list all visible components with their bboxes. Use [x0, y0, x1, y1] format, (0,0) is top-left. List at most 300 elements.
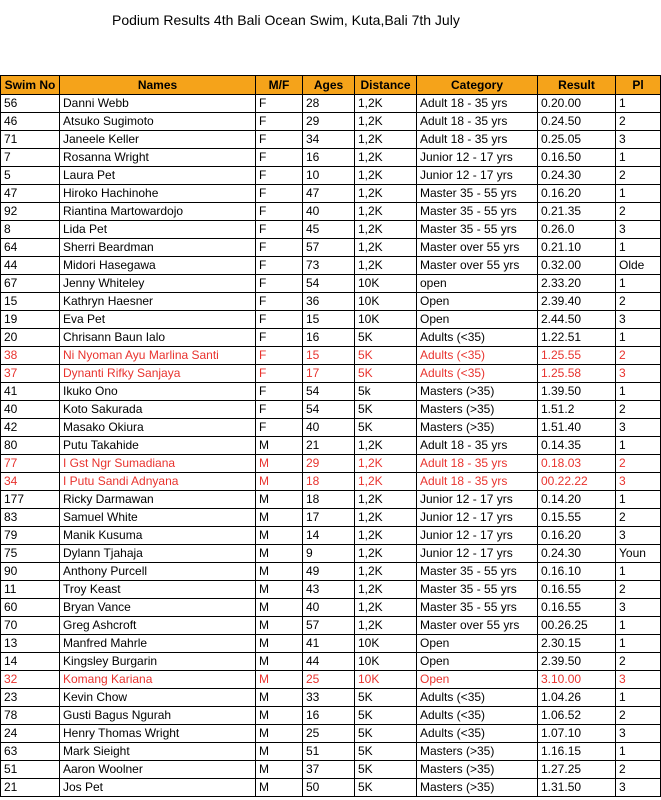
age-cell: 37	[303, 761, 355, 779]
name-cell: Aaron Woolner	[60, 761, 256, 779]
category-cell: Master over 55 yrs	[417, 239, 538, 257]
result-cell: 0.24.30	[538, 167, 616, 185]
distance-cell: 5K	[355, 779, 417, 797]
table-row	[1, 455, 661, 473]
distance-cell: 1,2K	[355, 437, 417, 455]
gender-cell: M	[256, 527, 303, 545]
name-cell: Ikuko Ono	[60, 383, 256, 401]
distance-cell: 1,2K	[355, 545, 417, 563]
category-cell: Masters (>35)	[417, 743, 538, 761]
table-row	[1, 635, 661, 653]
category-cell: Masters (>35)	[417, 779, 538, 797]
age-cell: 17	[303, 365, 355, 383]
result-cell: 0.16.20	[538, 527, 616, 545]
category-cell: Masters (>35)	[417, 401, 538, 419]
distance-cell: 1,2K	[355, 203, 417, 221]
category-cell: Junior 12 - 17 yrs	[417, 509, 538, 527]
age-cell: 47	[303, 185, 355, 203]
distance-cell: 5K	[355, 419, 417, 437]
gender-cell: M	[256, 779, 303, 797]
distance-cell: 10K	[355, 293, 417, 311]
table-row	[1, 653, 661, 671]
result-cell: 0.14.35	[538, 437, 616, 455]
table-header-row	[1, 76, 661, 95]
gender-cell: F	[256, 131, 303, 149]
result-cell: 2.39.40	[538, 293, 616, 311]
name-cell: Gusti Bagus Ngurah	[60, 707, 256, 725]
name-cell: Kevin Chow	[60, 689, 256, 707]
swim-no-cell: 80	[1, 437, 60, 455]
age-cell: 57	[303, 239, 355, 257]
name-cell: Komang Kariana	[60, 671, 256, 689]
swim-no-cell: 11	[1, 581, 60, 599]
age-cell: 45	[303, 221, 355, 239]
gender-cell: F	[256, 365, 303, 383]
result-cell: 0.16.50	[538, 149, 616, 167]
swim-no-cell: 64	[1, 239, 60, 257]
table-row	[1, 221, 661, 239]
category-cell: Master over 55 yrs	[417, 617, 538, 635]
age-cell: 49	[303, 563, 355, 581]
swim-no-cell: 32	[1, 671, 60, 689]
name-cell: Rosanna Wright	[60, 149, 256, 167]
gender-cell: M	[256, 635, 303, 653]
age-cell: 73	[303, 257, 355, 275]
result-cell: 1.16.15	[538, 743, 616, 761]
gender-cell: F	[256, 329, 303, 347]
age-cell: 40	[303, 599, 355, 617]
table-row	[1, 617, 661, 635]
gender-cell: M	[256, 491, 303, 509]
place-cell: 2	[616, 455, 661, 473]
age-cell: 41	[303, 635, 355, 653]
place-cell: 2	[616, 761, 661, 779]
table-row	[1, 779, 661, 797]
age-cell: 16	[303, 149, 355, 167]
place-cell: Olde	[616, 257, 661, 275]
distance-cell: 5K	[355, 401, 417, 419]
category-cell: Junior 12 - 17 yrs	[417, 167, 538, 185]
category-cell: Adults (<35)	[417, 725, 538, 743]
age-cell: 54	[303, 383, 355, 401]
category-cell: Master over 55 yrs	[417, 257, 538, 275]
result-cell: 1.51.40	[538, 419, 616, 437]
distance-cell: 10K	[355, 653, 417, 671]
result-cell: 0.21.35	[538, 203, 616, 221]
distance-cell: 1,2K	[355, 131, 417, 149]
distance-cell: 1,2K	[355, 221, 417, 239]
gender-cell: M	[256, 617, 303, 635]
swim-no-cell: 77	[1, 455, 60, 473]
distance-cell: 1,2K	[355, 617, 417, 635]
table-row	[1, 239, 661, 257]
table-row	[1, 311, 661, 329]
swim-no-cell: 38	[1, 347, 60, 365]
category-cell: Master 35 - 55 yrs	[417, 203, 538, 221]
category-cell: Adult 18 - 35 yrs	[417, 113, 538, 131]
place-cell: Youn	[616, 545, 661, 563]
table-row	[1, 347, 661, 365]
swim-no-cell: 51	[1, 761, 60, 779]
result-cell: 1.25.58	[538, 365, 616, 383]
name-cell: Putu Takahide	[60, 437, 256, 455]
swim-no-cell: 21	[1, 779, 60, 797]
distance-cell: 1,2K	[355, 599, 417, 617]
table-row	[1, 203, 661, 221]
category-cell: Master 35 - 55 yrs	[417, 221, 538, 239]
place-cell: 2	[616, 509, 661, 527]
category-cell: Open	[417, 293, 538, 311]
gender-cell: M	[256, 473, 303, 491]
category-cell: Masters (>35)	[417, 419, 538, 437]
age-cell: 34	[303, 131, 355, 149]
place-cell: 1	[616, 95, 661, 113]
name-cell: Sherri Beardman	[60, 239, 256, 257]
table-row	[1, 383, 661, 401]
table-row	[1, 167, 661, 185]
swim-no-cell: 5	[1, 167, 60, 185]
header-names: Names	[60, 76, 256, 95]
swim-no-cell: 177	[1, 491, 60, 509]
gender-cell: F	[256, 419, 303, 437]
place-cell: 2	[616, 113, 661, 131]
category-cell: Adult 18 - 35 yrs	[417, 473, 538, 491]
table-row	[1, 131, 661, 149]
distance-cell: 5K	[355, 707, 417, 725]
category-cell: Adults (<35)	[417, 365, 538, 383]
age-cell: 14	[303, 527, 355, 545]
place-cell: 1	[616, 329, 661, 347]
category-cell: Master 35 - 55 yrs	[417, 599, 538, 617]
distance-cell: 1,2K	[355, 185, 417, 203]
result-cell: 1.27.25	[538, 761, 616, 779]
swim-no-cell: 79	[1, 527, 60, 545]
gender-cell: F	[256, 239, 303, 257]
result-cell: 1.39.50	[538, 383, 616, 401]
table-row	[1, 581, 661, 599]
table-row	[1, 599, 661, 617]
name-cell: Anthony Purcell	[60, 563, 256, 581]
name-cell: Riantina Martowardojo	[60, 203, 256, 221]
place-cell: 1	[616, 437, 661, 455]
age-cell: 9	[303, 545, 355, 563]
swim-no-cell: 75	[1, 545, 60, 563]
swim-no-cell: 41	[1, 383, 60, 401]
age-cell: 15	[303, 311, 355, 329]
name-cell: Danni Webb	[60, 95, 256, 113]
place-cell: 2	[616, 581, 661, 599]
distance-cell: 5K	[355, 347, 417, 365]
distance-cell: 1,2K	[355, 95, 417, 113]
swim-no-cell: 83	[1, 509, 60, 527]
gender-cell: F	[256, 113, 303, 131]
distance-cell: 5K	[355, 725, 417, 743]
place-cell: 3	[616, 527, 661, 545]
table-row	[1, 365, 661, 383]
swim-no-cell: 63	[1, 743, 60, 761]
gender-cell: F	[256, 185, 303, 203]
swim-no-cell: 56	[1, 95, 60, 113]
name-cell: Koto Sakurada	[60, 401, 256, 419]
distance-cell: 1,2K	[355, 455, 417, 473]
gender-cell: F	[256, 257, 303, 275]
category-cell: Masters (>35)	[417, 383, 538, 401]
swim-no-cell: 90	[1, 563, 60, 581]
place-cell: 3	[616, 311, 661, 329]
swim-no-cell: 14	[1, 653, 60, 671]
place-cell: 2	[616, 401, 661, 419]
category-cell: open	[417, 275, 538, 293]
gender-cell: M	[256, 545, 303, 563]
gender-cell: M	[256, 743, 303, 761]
name-cell: Hiroko Hachinohe	[60, 185, 256, 203]
distance-cell: 1,2K	[355, 113, 417, 131]
gender-cell: F	[256, 221, 303, 239]
result-cell: 1.07.10	[538, 725, 616, 743]
result-cell: 1.06.52	[538, 707, 616, 725]
table-row	[1, 689, 661, 707]
distance-cell: 1,2K	[355, 509, 417, 527]
category-cell: Junior 12 - 17 yrs	[417, 545, 538, 563]
distance-cell: 10K	[355, 275, 417, 293]
result-cell: 0.14.20	[538, 491, 616, 509]
gender-cell: M	[256, 707, 303, 725]
place-cell: 1	[616, 743, 661, 761]
result-cell: 0.25.05	[538, 131, 616, 149]
name-cell: Chrisann Baun Ialo	[60, 329, 256, 347]
table-row	[1, 113, 661, 131]
swim-no-cell: 37	[1, 365, 60, 383]
place-cell: 3	[616, 599, 661, 617]
result-cell: 1.22.51	[538, 329, 616, 347]
result-cell: 0.26.0	[538, 221, 616, 239]
name-cell: Masako Okiura	[60, 419, 256, 437]
result-cell: 0.16.20	[538, 185, 616, 203]
swim-no-cell: 40	[1, 401, 60, 419]
category-cell: Adult 18 - 35 yrs	[417, 131, 538, 149]
age-cell: 25	[303, 671, 355, 689]
distance-cell: 5K	[355, 365, 417, 383]
result-cell: 1.04.26	[538, 689, 616, 707]
name-cell: Ni Nyoman Ayu Marlina Santi	[60, 347, 256, 365]
name-cell: Eva Pet	[60, 311, 256, 329]
gender-cell: F	[256, 293, 303, 311]
distance-cell: 1,2K	[355, 527, 417, 545]
gender-cell: M	[256, 581, 303, 599]
age-cell: 15	[303, 347, 355, 365]
gender-cell: M	[256, 725, 303, 743]
age-cell: 28	[303, 95, 355, 113]
place-cell: 1	[616, 617, 661, 635]
swim-no-cell: 20	[1, 329, 60, 347]
distance-cell: 5K	[355, 329, 417, 347]
result-cell: 2.33.20	[538, 275, 616, 293]
distance-cell: 5K	[355, 689, 417, 707]
distance-cell: 1,2K	[355, 257, 417, 275]
category-cell: Masters (>35)	[417, 761, 538, 779]
result-cell: 0.16.10	[538, 563, 616, 581]
age-cell: 18	[303, 473, 355, 491]
result-cell: 00.26.25	[538, 617, 616, 635]
result-cell: 00.22.22	[538, 473, 616, 491]
header-category: Category	[417, 76, 538, 95]
gender-cell: F	[256, 275, 303, 293]
place-cell: 3	[616, 473, 661, 491]
age-cell: 36	[303, 293, 355, 311]
distance-cell: 1,2K	[355, 491, 417, 509]
swim-no-cell: 42	[1, 419, 60, 437]
category-cell: Junior 12 - 17 yrs	[417, 149, 538, 167]
category-cell: Open	[417, 653, 538, 671]
table-row	[1, 491, 661, 509]
age-cell: 29	[303, 113, 355, 131]
gender-cell: M	[256, 599, 303, 617]
result-cell: 0.20.00	[538, 95, 616, 113]
category-cell: Open	[417, 311, 538, 329]
header-distance: Distance	[355, 76, 417, 95]
category-cell: Junior 12 - 17 yrs	[417, 491, 538, 509]
distance-cell: 5k	[355, 383, 417, 401]
name-cell: Mark Sieight	[60, 743, 256, 761]
table-row	[1, 437, 661, 455]
distance-cell: 10K	[355, 311, 417, 329]
table-row	[1, 743, 661, 761]
result-cell: 3.10.00	[538, 671, 616, 689]
name-cell: Midori Hasegawa	[60, 257, 256, 275]
page-title: Podium Results 4th Bali Ocean Swim, Kuta,Bali 7th July	[112, 12, 460, 28]
distance-cell: 10K	[355, 671, 417, 689]
result-cell: 2.39.50	[538, 653, 616, 671]
distance-cell: 5K	[355, 761, 417, 779]
distance-cell: 1,2K	[355, 581, 417, 599]
distance-cell: 10K	[355, 635, 417, 653]
header-ages: Ages	[303, 76, 355, 95]
place-cell: 1	[616, 491, 661, 509]
header-gender: M/F	[256, 76, 303, 95]
swim-no-cell: 13	[1, 635, 60, 653]
gender-cell: M	[256, 563, 303, 581]
age-cell: 57	[303, 617, 355, 635]
category-cell: Adult 18 - 35 yrs	[417, 455, 538, 473]
header-swim-no: Swim No	[1, 76, 60, 95]
place-cell: 3	[616, 365, 661, 383]
swim-no-cell: 78	[1, 707, 60, 725]
age-cell: 40	[303, 203, 355, 221]
name-cell: Manik Kusuma	[60, 527, 256, 545]
age-cell: 40	[303, 419, 355, 437]
name-cell: I Gst Ngr Sumadiana	[60, 455, 256, 473]
category-cell: Master 35 - 55 yrs	[417, 581, 538, 599]
age-cell: 54	[303, 275, 355, 293]
result-cell: 0.16.55	[538, 599, 616, 617]
table-row	[1, 149, 661, 167]
age-cell: 16	[303, 707, 355, 725]
name-cell: Lida Pet	[60, 221, 256, 239]
name-cell: Troy Keast	[60, 581, 256, 599]
category-cell: Junior 12 - 17 yrs	[417, 527, 538, 545]
distance-cell: 1,2K	[355, 149, 417, 167]
place-cell: 1	[616, 689, 661, 707]
swim-no-cell: 7	[1, 149, 60, 167]
category-cell: Open	[417, 635, 538, 653]
category-cell: Adults (<35)	[417, 347, 538, 365]
place-cell: 3	[616, 131, 661, 149]
place-cell: 2	[616, 167, 661, 185]
place-cell: 2	[616, 203, 661, 221]
place-cell: 1	[616, 239, 661, 257]
age-cell: 17	[303, 509, 355, 527]
name-cell: Henry Thomas Wright	[60, 725, 256, 743]
result-cell: 0.24.50	[538, 113, 616, 131]
table-row	[1, 401, 661, 419]
distance-cell: 1,2K	[355, 167, 417, 185]
place-cell: 1	[616, 185, 661, 203]
header-result: Result	[538, 76, 616, 95]
result-cell: 0.32.00	[538, 257, 616, 275]
place-cell: 1	[616, 635, 661, 653]
category-cell: Master 35 - 55 yrs	[417, 185, 538, 203]
age-cell: 51	[303, 743, 355, 761]
result-cell: 1.31.50	[538, 779, 616, 797]
table-row	[1, 95, 661, 113]
gender-cell: F	[256, 203, 303, 221]
name-cell: Jos Pet	[60, 779, 256, 797]
place-cell: 3	[616, 221, 661, 239]
result-cell: 0.16.55	[538, 581, 616, 599]
result-cell: 1.51.2	[538, 401, 616, 419]
age-cell: 21	[303, 437, 355, 455]
age-cell: 54	[303, 401, 355, 419]
result-cell: 0.21.10	[538, 239, 616, 257]
results-table-container	[0, 75, 646, 800]
swim-no-cell: 24	[1, 725, 60, 743]
category-cell: Adults (<35)	[417, 329, 538, 347]
place-cell: 2	[616, 293, 661, 311]
gender-cell: M	[256, 689, 303, 707]
name-cell: Kathryn Haesner	[60, 293, 256, 311]
category-cell: Open	[417, 671, 538, 689]
age-cell: 44	[303, 653, 355, 671]
swim-no-cell: 92	[1, 203, 60, 221]
table-body	[1, 95, 661, 797]
table-row	[1, 563, 661, 581]
place-cell: 1	[616, 383, 661, 401]
table-row	[1, 725, 661, 743]
gender-cell: F	[256, 95, 303, 113]
name-cell: Atsuko Sugimoto	[60, 113, 256, 131]
result-cell: 2.44.50	[538, 311, 616, 329]
name-cell: Janeele Keller	[60, 131, 256, 149]
age-cell: 50	[303, 779, 355, 797]
age-cell: 43	[303, 581, 355, 599]
swim-no-cell: 70	[1, 617, 60, 635]
gender-cell: F	[256, 401, 303, 419]
place-cell: 2	[616, 347, 661, 365]
category-cell: Adults (<35)	[417, 689, 538, 707]
swim-no-cell: 47	[1, 185, 60, 203]
table-row	[1, 707, 661, 725]
result-cell: 0.15.55	[538, 509, 616, 527]
table-row	[1, 329, 661, 347]
table-row	[1, 275, 661, 293]
table-row	[1, 293, 661, 311]
name-cell: I Putu Sandi Adnyana	[60, 473, 256, 491]
swim-no-cell: 8	[1, 221, 60, 239]
table-row	[1, 257, 661, 275]
name-cell: Kingsley Burgarin	[60, 653, 256, 671]
gender-cell: F	[256, 149, 303, 167]
name-cell: Bryan Vance	[60, 599, 256, 617]
